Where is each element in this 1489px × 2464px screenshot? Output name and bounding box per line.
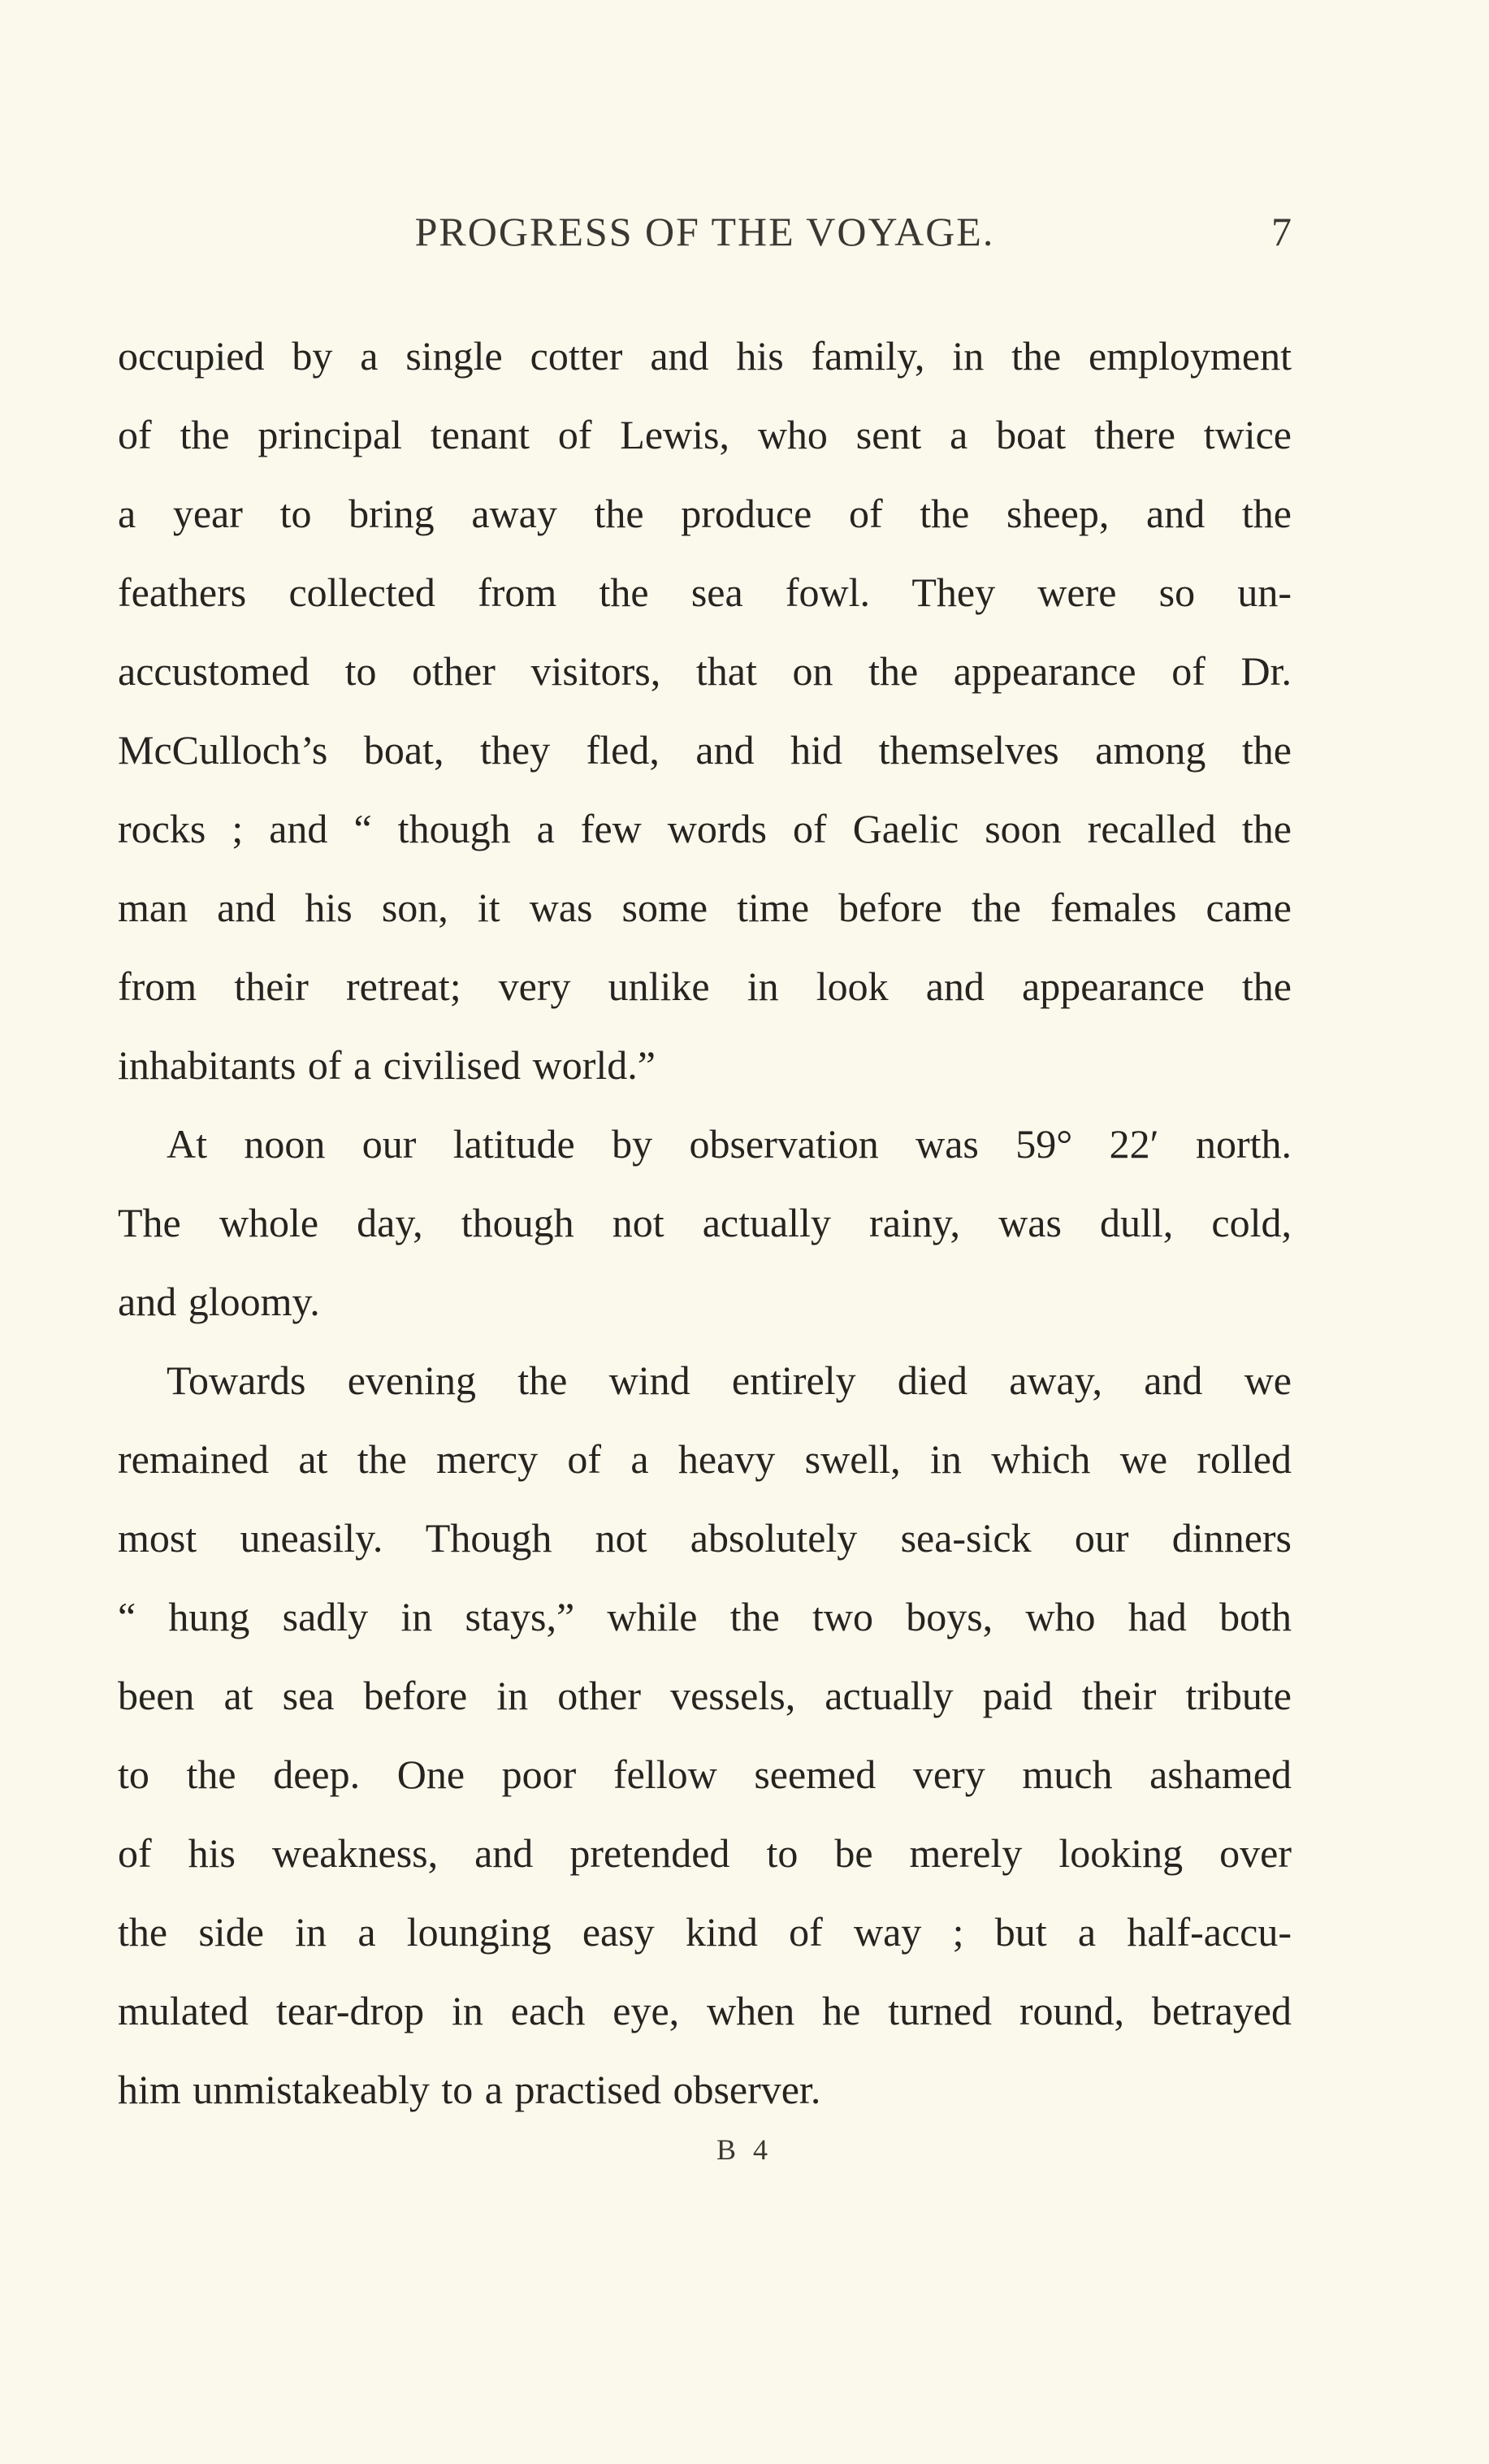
- text-line: The whole day, though not actually rainy, was dull, cold,: [118, 1200, 1292, 1245]
- page-number: 7: [1271, 209, 1292, 254]
- body-text: [118, 317, 1292, 2129]
- text-line: been at sea before in other vessels, actually paid their tribute: [118, 1673, 1292, 1718]
- text-line: At noon our latitude by observation was 59° 22′ north.: [167, 1121, 1292, 1167]
- text-line: of his weakness, and pretended to be merely looking over: [118, 1830, 1292, 1876]
- text-line: and gloomy.: [118, 1279, 320, 1324]
- text-line: rocks ; and “ though a few words of Gaelic soon recalled the: [118, 806, 1292, 851]
- text-line: McCulloch’s boat, they fled, and hid themselves among the: [118, 727, 1292, 773]
- text-line: inhabitants of a civilised world.”: [118, 1042, 656, 1088]
- text-line: from their retreat; very unlike in look and appearance the: [118, 964, 1292, 1009]
- text-line: mulated tear-drop in each eye, when he turned round, betrayed: [118, 1988, 1292, 2033]
- text-line: the side in a lounging easy kind of way ; but a half-accu-: [118, 1909, 1292, 1955]
- text-line: accustomed to other visitors, that on the appearance of Dr.: [118, 648, 1292, 694]
- text-line: occupied by a single cotter and his family, in the employment: [118, 333, 1292, 379]
- text-line: “ hung sadly in stays,” while the two boys, who had both: [118, 1594, 1292, 1639]
- text-line: man and his son, it was some time before the females came: [118, 885, 1292, 930]
- text-line: to the deep. One poor fellow seemed very much ashamed: [118, 1752, 1292, 1797]
- text-line: a year to bring away the produce of the sheep, and the: [118, 491, 1292, 536]
- paragraph-1: [118, 317, 1292, 1105]
- running-title: PROGRESS OF THE VOYAGE.: [414, 209, 995, 254]
- text-line: Towards evening the wind entirely died away, and we: [167, 1358, 1292, 1403]
- text-line: feathers collected from the sea fowl. They were so un-: [118, 569, 1292, 615]
- paragraph-3: [118, 1341, 1292, 2129]
- signature-mark: B 4: [716, 2133, 773, 2166]
- paragraph-2: [118, 1105, 1292, 1341]
- text-line: of the principal tenant of Lewis, who sent a boat there twice: [118, 412, 1292, 457]
- text-line: remained at the mercy of a heavy swell, in which we rolled: [118, 1436, 1292, 1482]
- text-line: most uneasily. Though not absolutely sea-sick our dinners: [118, 1515, 1292, 1561]
- text-line: him unmistakeably to a practised observer.: [118, 2067, 821, 2112]
- running-head: [118, 203, 1292, 260]
